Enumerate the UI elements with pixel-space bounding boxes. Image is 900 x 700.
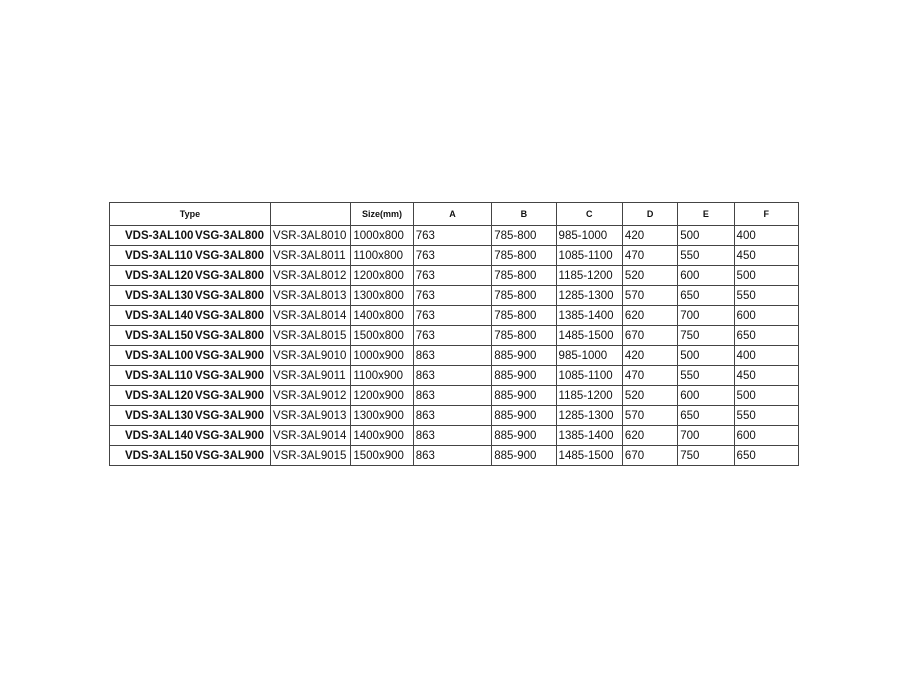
cell-vds-code: VDS-3AL150 xyxy=(125,329,194,342)
cell-size: 1500x800 xyxy=(351,326,413,346)
cell-f: 400 xyxy=(734,346,798,366)
cell-a: 863 xyxy=(413,346,491,366)
header-c: C xyxy=(556,203,622,226)
cell-f: 600 xyxy=(734,306,798,326)
table-row xyxy=(110,246,799,266)
cell-type xyxy=(110,346,271,366)
cell-e: 750 xyxy=(678,326,734,346)
cell-b: 885-900 xyxy=(492,446,556,466)
cell-d: 520 xyxy=(622,386,677,406)
table-row xyxy=(110,286,799,306)
cell-f: 500 xyxy=(734,266,798,286)
cell-a: 863 xyxy=(413,446,491,466)
cell-f: 500 xyxy=(734,386,798,406)
cell-d: 470 xyxy=(622,366,677,386)
cell-c: 1485-1500 xyxy=(556,446,622,466)
cell-size: 1100x900 xyxy=(351,366,413,386)
cell-vsg-code: VSG-3AL900 xyxy=(195,369,265,382)
cell-f: 400 xyxy=(734,226,798,246)
cell-e: 750 xyxy=(678,446,734,466)
cell-e: 500 xyxy=(678,226,734,246)
header-row xyxy=(110,203,799,226)
cell-f: 450 xyxy=(734,366,798,386)
table-row xyxy=(110,366,799,386)
table-row xyxy=(110,426,799,446)
cell-type xyxy=(110,366,271,386)
table-row xyxy=(110,306,799,326)
header-size: Size(mm) xyxy=(351,203,413,226)
cell-e: 500 xyxy=(678,346,734,366)
cell-vsg-code: VSG-3AL800 xyxy=(195,309,265,322)
header-type: Type xyxy=(110,203,271,226)
header-a: A xyxy=(413,203,491,226)
cell-vsg-code: VSG-3AL900 xyxy=(195,389,265,402)
cell-e: 600 xyxy=(678,266,734,286)
cell-e: 650 xyxy=(678,406,734,426)
cell-size: 1500x900 xyxy=(351,446,413,466)
cell-type xyxy=(110,286,271,306)
cell-a: 763 xyxy=(413,286,491,306)
header-d: D xyxy=(622,203,677,226)
cell-size: 1400x800 xyxy=(351,306,413,326)
cell-b: 785-800 xyxy=(492,226,556,246)
cell-b: 885-900 xyxy=(492,366,556,386)
cell-f: 600 xyxy=(734,426,798,446)
cell-b: 785-800 xyxy=(492,306,556,326)
cell-size: 1300x800 xyxy=(351,286,413,306)
cell-vds-code: VDS-3AL110 xyxy=(125,369,193,382)
cell-c: 1385-1400 xyxy=(556,306,622,326)
cell-size: 1200x900 xyxy=(351,386,413,406)
cell-d: 620 xyxy=(622,306,677,326)
cell-vds-code: VDS-3AL120 xyxy=(125,389,194,402)
cell-e: 550 xyxy=(678,366,734,386)
cell-c: 1085-1100 xyxy=(556,246,622,266)
cell-vds-code: VDS-3AL120 xyxy=(125,269,194,282)
cell-vsg-code: VSG-3AL800 xyxy=(195,229,265,242)
cell-c: 1285-1300 xyxy=(556,406,622,426)
cell-vsr: VSR-3AL8013 xyxy=(270,286,350,306)
cell-vds-code: VDS-3AL130 xyxy=(125,409,194,422)
cell-vsg-code: VSG-3AL800 xyxy=(195,249,265,262)
cell-d: 670 xyxy=(622,446,677,466)
cell-f: 550 xyxy=(734,286,798,306)
cell-vds-code: VDS-3AL130 xyxy=(125,289,194,302)
cell-type xyxy=(110,406,271,426)
cell-c: 1185-1200 xyxy=(556,266,622,286)
cell-c: 1085-1100 xyxy=(556,366,622,386)
cell-vsr: VSR-3AL8014 xyxy=(270,306,350,326)
cell-vsr: VSR-3AL9015 xyxy=(270,446,350,466)
cell-d: 420 xyxy=(622,346,677,366)
cell-c: 985-1000 xyxy=(556,346,622,366)
cell-vsg-code: VSG-3AL800 xyxy=(195,269,265,282)
cell-vsr: VSR-3AL9013 xyxy=(270,406,350,426)
cell-b: 785-800 xyxy=(492,326,556,346)
cell-vsr: VSR-3AL8015 xyxy=(270,326,350,346)
cell-b: 785-800 xyxy=(492,266,556,286)
table-row xyxy=(110,346,799,366)
cell-d: 520 xyxy=(622,266,677,286)
cell-e: 700 xyxy=(678,306,734,326)
cell-b: 885-900 xyxy=(492,406,556,426)
cell-vsr: VSR-3AL9014 xyxy=(270,426,350,446)
cell-d: 670 xyxy=(622,326,677,346)
cell-vds-code: VDS-3AL140 xyxy=(125,429,194,442)
cell-type xyxy=(110,226,271,246)
cell-a: 863 xyxy=(413,406,491,426)
header-b: B xyxy=(492,203,556,226)
table-row xyxy=(110,326,799,346)
cell-vsg-code: VSG-3AL900 xyxy=(195,449,265,462)
header-vsr xyxy=(270,203,350,226)
cell-a: 863 xyxy=(413,386,491,406)
cell-d: 620 xyxy=(622,426,677,446)
cell-vds-code: VDS-3AL150 xyxy=(125,449,194,462)
cell-vsr: VSR-3AL9012 xyxy=(270,386,350,406)
cell-a: 863 xyxy=(413,426,491,446)
table-row xyxy=(110,226,799,246)
cell-size: 1000x900 xyxy=(351,346,413,366)
cell-d: 570 xyxy=(622,406,677,426)
cell-type xyxy=(110,426,271,446)
cell-a: 763 xyxy=(413,326,491,346)
cell-size: 1300x900 xyxy=(351,406,413,426)
cell-c: 985-1000 xyxy=(556,226,622,246)
cell-b: 885-900 xyxy=(492,386,556,406)
cell-e: 600 xyxy=(678,386,734,406)
cell-size: 1000x800 xyxy=(351,226,413,246)
cell-type xyxy=(110,386,271,406)
cell-vsg-code: VSG-3AL900 xyxy=(195,409,265,422)
cell-size: 1200x800 xyxy=(351,266,413,286)
cell-e: 700 xyxy=(678,426,734,446)
cell-vsg-code: VSG-3AL800 xyxy=(195,289,265,302)
cell-vsr: VSR-3AL8012 xyxy=(270,266,350,286)
cell-e: 650 xyxy=(678,286,734,306)
cell-vsr: VSR-3AL8010 xyxy=(270,226,350,246)
cell-b: 785-800 xyxy=(492,246,556,266)
cell-vds-code: VDS-3AL100 xyxy=(125,229,194,242)
cell-b: 885-900 xyxy=(492,346,556,366)
table-row xyxy=(110,406,799,426)
cell-e: 550 xyxy=(678,246,734,266)
table-row xyxy=(110,386,799,406)
header-e: E xyxy=(678,203,734,226)
cell-a: 763 xyxy=(413,226,491,246)
cell-d: 570 xyxy=(622,286,677,306)
cell-type xyxy=(110,266,271,286)
cell-vsg-code: VSG-3AL900 xyxy=(195,429,265,442)
cell-vsg-code: VSG-3AL800 xyxy=(195,329,265,342)
cell-vsr: VSR-3AL9010 xyxy=(270,346,350,366)
cell-vds-code: VDS-3AL110 xyxy=(125,249,193,262)
cell-f: 550 xyxy=(734,406,798,426)
cell-vsg-code: VSG-3AL900 xyxy=(195,349,265,362)
cell-d: 420 xyxy=(622,226,677,246)
cell-c: 1485-1500 xyxy=(556,326,622,346)
cell-vds-code: VDS-3AL140 xyxy=(125,309,194,322)
cell-type xyxy=(110,326,271,346)
cell-vds-code: VDS-3AL100 xyxy=(125,349,194,362)
cell-f: 450 xyxy=(734,246,798,266)
spec-table xyxy=(109,202,799,466)
cell-f: 650 xyxy=(734,326,798,346)
cell-a: 763 xyxy=(413,246,491,266)
cell-c: 1285-1300 xyxy=(556,286,622,306)
header-f: F xyxy=(734,203,798,226)
cell-a: 763 xyxy=(413,266,491,286)
cell-c: 1385-1400 xyxy=(556,426,622,446)
cell-b: 785-800 xyxy=(492,286,556,306)
cell-type xyxy=(110,306,271,326)
cell-vsr: VSR-3AL8011 xyxy=(270,246,350,266)
cell-type xyxy=(110,446,271,466)
table-row xyxy=(110,446,799,466)
cell-b: 885-900 xyxy=(492,426,556,446)
cell-a: 863 xyxy=(413,366,491,386)
cell-type xyxy=(110,246,271,266)
cell-size: 1400x900 xyxy=(351,426,413,446)
cell-d: 470 xyxy=(622,246,677,266)
cell-f: 650 xyxy=(734,446,798,466)
table-row xyxy=(110,266,799,286)
cell-vsr: VSR-3AL9011 xyxy=(270,366,350,386)
cell-c: 1185-1200 xyxy=(556,386,622,406)
cell-a: 763 xyxy=(413,306,491,326)
cell-size: 1100x800 xyxy=(351,246,413,266)
